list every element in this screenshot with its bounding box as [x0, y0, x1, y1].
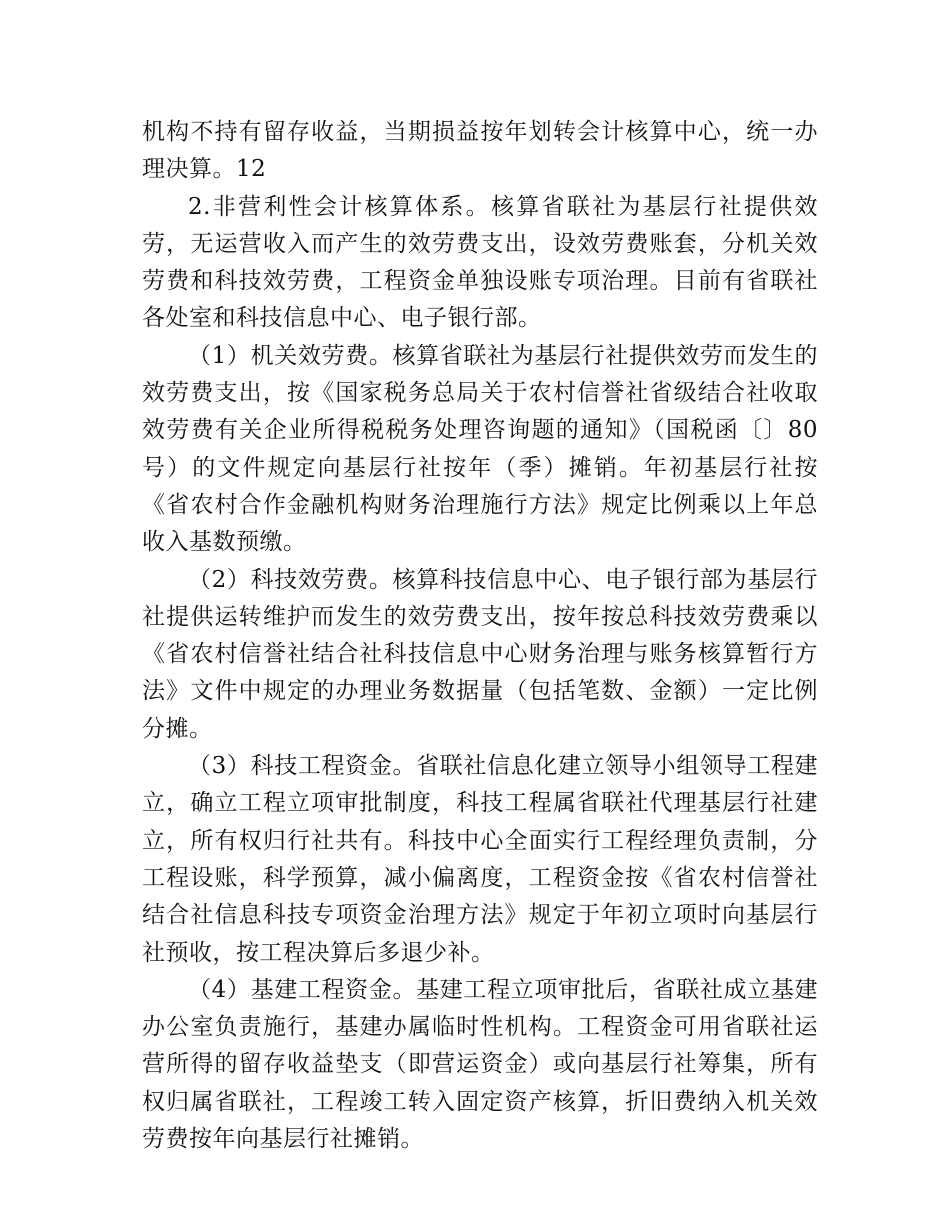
paragraph-3: （1）机关效劳费。核算省联社为基层行社提供效劳而发生的效劳费支出，按《国家税务总局关于农村信誉社省级结合社收取效劳费有关企业所得税税务处理咨询题的通知》（国税函〔〕80号）的文件规定向基层行社按年（季）摊销。年初基层行社按《省农村合作金融机构财务治理施行方法》规定比例乘以上年总收入基数预缴。	[142, 342, 818, 556]
paragraph-2: 2.非营利性会计核算体系。核算省联社为基层行社提供效劳，无运营收入而产生的效劳费支出，设效劳费账套，分机关效劳费和科技效劳费，工程资金单独设账专项治理。目前有省联社各处室和科技信息中心、电子银行部。	[142, 193, 818, 332]
document-body	[142, 114, 818, 1158]
paragraph-4: （2）科技效劳费。核算科技信息中心、电子银行部为基层行社提供运转维护而发生的效劳费支出，按年按总科技效劳费乘以《省农村信誉社结合社科技信息中心财务治理与账务核算暂行方法》文件中规定的办理业务数据量（包括笔数、金额）一定比例分摊。	[142, 566, 818, 742]
paragraph-1: 机构不持有留存收益，当期损益按年划转会计核算中心，统一办理决算。12	[142, 119, 818, 183]
paragraph-5: （3）科技工程资金。省联社信息化建立领导小组领导工程建立，确立工程立项审批制度，科技工程属省联社代理基层行社建立，所有权归行社共有。科技中心全面实行工程经理负责制，分工程设账，科学预算，减小偏离度，工程资金按《省农村信誉社结合社信息科技专项资金治理方法》规定于年初立项时向基层行社预收，按工程决算后多退少补。	[142, 753, 818, 966]
paragraph-6: （4）基建工程资金。基建工程立项审批后，省联社成立基建办公室负责施行，基建办属临时性机构。工程资金可用省联社运营所得的留存收益垫支（即营运资金）或向基层行社筹集，所有权归属省联社，工程竣工转入固定资产核算，折旧费纳入机关效劳费按年向基层行社摊销。	[142, 976, 818, 1153]
